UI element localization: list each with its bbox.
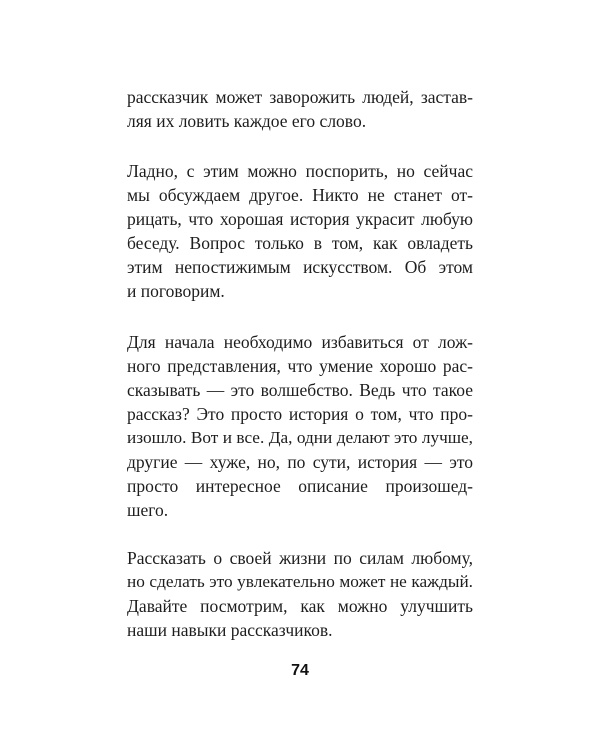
paragraph-3 (127, 330, 473, 522)
text-line: и поговорим. (127, 281, 225, 301)
text-line: наши навыки рассказчиков. (127, 620, 333, 640)
text-line: беседу. Вопрос только в том, как овладеть (127, 233, 473, 253)
text-line: ного представления, что умение хорошо рас- (127, 356, 473, 376)
text-line: рицать, что хорошая история украсит любую (127, 209, 473, 229)
paragraph-4 (127, 546, 473, 642)
text-line: Рассказать о своей жизни по силам любому, (127, 548, 473, 568)
text-line: но сделать это увлекательно может не каждый. (127, 572, 473, 591)
text-line: Ладно, с этим можно поспорить, но сейчас (127, 161, 473, 181)
paragraph-2 (127, 159, 473, 303)
text-line: шего. (127, 500, 169, 520)
text-line: Для начала необходимо избавиться от лож- (127, 332, 473, 352)
text-line: изошло. Вот и все. Да, одни делают это лучше, (127, 428, 473, 447)
paragraph-1 (127, 85, 473, 133)
text-line: сказывать — это волшебство. Ведь что такое (127, 380, 473, 400)
text-line: рассказчик может заворожить людей, застав- (127, 87, 473, 107)
text-line: ляя их ловить каждое его слово. (127, 111, 367, 131)
text-line: рассказ? Это просто история о том, что про- (127, 404, 473, 424)
text-line: мы обсуждаем другое. Никто не станет от- (127, 185, 473, 205)
page-number: 74 (291, 662, 309, 679)
text-line: этим непостижимым искусством. Об этом (127, 257, 473, 277)
text-line: просто интересное описание произошед- (127, 476, 473, 496)
text-line: Давайте посмотрим, как можно улучшить (127, 596, 473, 616)
text-line: другие — хуже, но, по сути, история — это (127, 452, 473, 472)
